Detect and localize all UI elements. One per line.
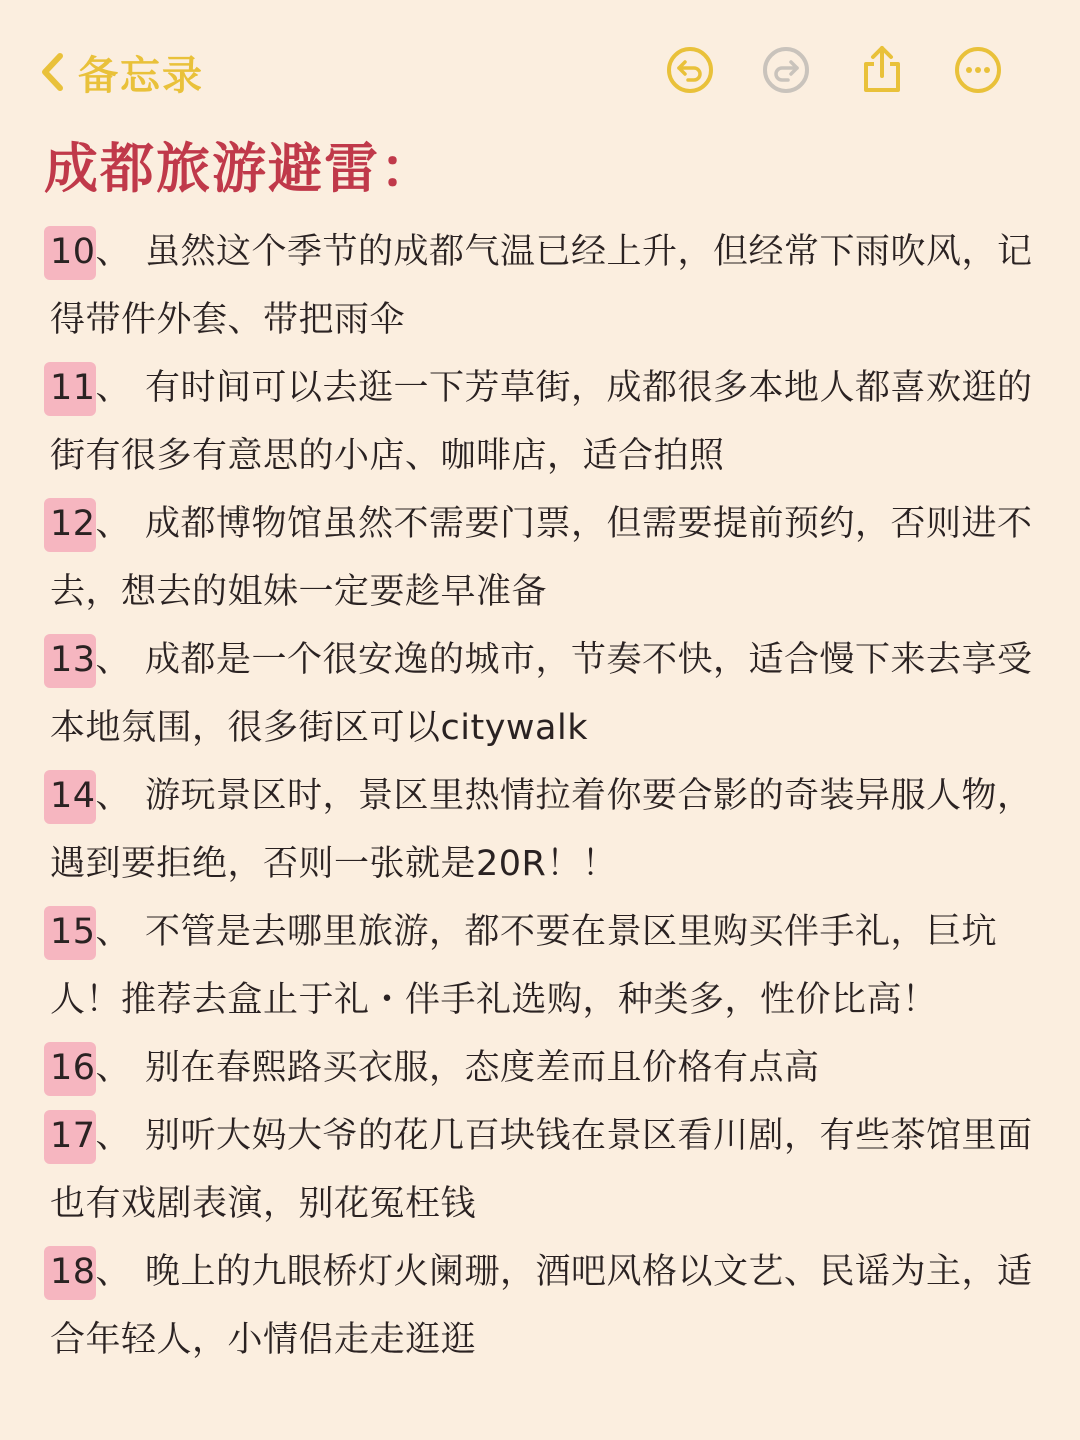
undo-button[interactable]: [660, 40, 720, 100]
list-item: [50, 354, 1040, 490]
item-text: 不管是去哪里旅游，都不要在景区里购买伴手礼，巨坑人！推荐去盒止于礼・伴手礼选购，种类多，性价比高！: [50, 912, 998, 1020]
item-text: 有时间可以去逛一下芳草街，成都很多本地人都喜欢逛的街有很多有意思的小店、咖啡店，适合拍照: [50, 368, 1033, 476]
item-text: 晚上的九眼桥灯火阑珊，酒吧风格以文艺、民谣为主，适合年轻人，小情侣走走逛逛: [50, 1252, 1033, 1360]
note-title: 成都旅游避雷：: [44, 137, 436, 200]
list-item: [50, 1238, 1040, 1374]
item-number: 18、: [50, 1238, 131, 1306]
list-item: [50, 490, 1040, 626]
item-number: 14、: [50, 762, 131, 830]
list-item: [50, 626, 1040, 762]
chevron-left-icon: [36, 48, 70, 96]
list-item: [50, 218, 1040, 354]
item-number: 11、: [50, 354, 131, 422]
list-item: [50, 1034, 1040, 1102]
share-icon: [856, 44, 908, 96]
note-body[interactable]: [50, 218, 1040, 1374]
item-number: 10、: [50, 218, 131, 286]
item-text: 游玩景区时，景区里热情拉着你要合影的奇装异服人物，遇到要拒绝，否则一张就是20R！！: [50, 776, 1033, 884]
item-number: 16、: [50, 1034, 131, 1102]
toolbar-actions: [660, 40, 1044, 100]
more-icon: [952, 44, 1004, 96]
item-number: 13、: [50, 626, 131, 694]
item-number: 12、: [50, 490, 131, 558]
share-button[interactable]: [852, 40, 912, 100]
list-item: [50, 1102, 1040, 1238]
list-item: [50, 762, 1040, 898]
list-item: [50, 898, 1040, 1034]
item-text: 别听大妈大爷的花几百块钱在景区看川剧，有些茶馆里面也有戏剧表演，别花冤枉钱: [50, 1116, 1033, 1224]
item-text: 虽然这个季节的成都气温已经上升，但经常下雨吹风，记得带件外套、带把雨伞: [50, 232, 1033, 340]
back-button[interactable]: [36, 44, 204, 100]
item-text: 别在春熙路买衣服，态度差而且价格有点高: [145, 1048, 820, 1088]
more-button[interactable]: [948, 40, 1008, 100]
item-text: 成都是一个很安逸的城市，节奏不快，适合慢下来去享受本地氛围，很多街区可以citywalk: [50, 640, 1033, 748]
item-number: 17、: [50, 1102, 131, 1170]
redo-button[interactable]: [756, 40, 816, 100]
back-label: 备忘录: [78, 52, 204, 99]
undo-icon: [664, 44, 716, 96]
item-number: 15、: [50, 898, 131, 966]
redo-icon: [760, 44, 812, 96]
top-navigation-bar: [0, 0, 1080, 140]
item-text: 成都博物馆虽然不需要门票，但需要提前预约，否则进不去，想去的姐妹一定要趁早准备: [50, 504, 1033, 612]
